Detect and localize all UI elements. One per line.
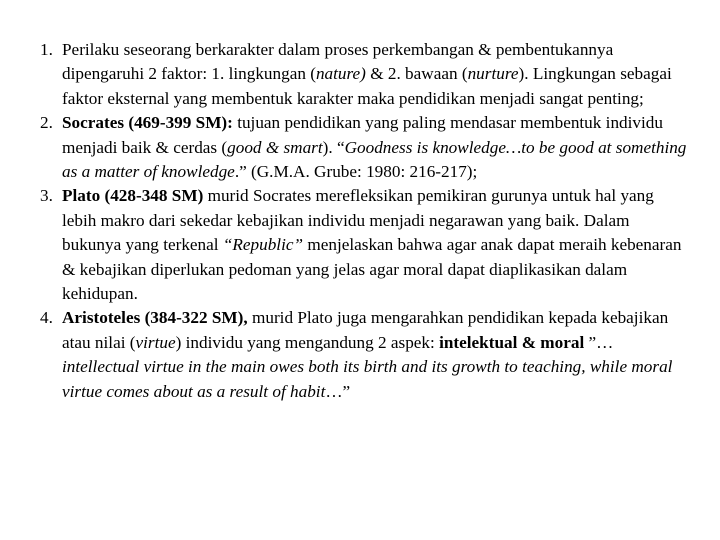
title-republic: “Republic” [222,235,304,255]
item-text: ). “ [322,137,345,157]
item-text: & 2. bawaan ( [365,64,468,84]
quote-intellectual-virtue: intellectual virtue in the main owes both its birth and its growth to teaching, while moral virtue comes about as a result of habit [62,357,673,401]
list-item-4 [40,306,690,404]
item-number: 4. [40,308,53,328]
item-text: menjelaskan bahwa agar anak dapat meraih kebenaran & kebajikan diperlukan pedoman yang jelas agar moral dapat diaplikasikan dalam kehidupan. [62,235,682,304]
item-text: ”… [584,332,614,352]
name-aristoteles: Aristoteles (384-322 SM), [62,308,248,328]
item-number: 2. [40,113,53,133]
list-item-2 [40,111,690,184]
item-text: murid Plato juga mengarahkan pendidikan kepada kebajikan atau nilai ( [62,308,669,352]
term-intelektual-moral: intelektual & moral [439,332,585,352]
point-list [40,38,690,404]
item-text: Perilaku seseorang berkarakter dalam proses perkembangan & pembentukannya dipengaruhi 2 faktor: 1. lingkungan ( [62,40,614,84]
term-nature: nature) [315,64,366,84]
item-number: 3. [40,186,53,206]
term-good-smart: good & smart [227,137,323,157]
term-virtue: virtue [135,332,176,352]
item-text: murid Socrates merefleksikan pemikiran gurunya untuk hal yang lebih makro dari sekedar kebajikan individu menjadi negarawan yang baik. Dalam bukunya yang terkenal [62,186,654,255]
item-number: 1. [40,40,53,59]
item-text: tujuan pendidikan yang paling mendasar membentuk individu menjadi baik & cerdas ( [62,113,663,157]
name-plato: Plato (428-348 SM) [62,186,204,206]
list-item-1 [40,38,690,111]
item-text: …” [325,381,351,401]
item-text: ). Lingkungan sebagai faktor eksternal yang membentuk karakter maka pendidikan menjadi sangat penting; [62,64,672,108]
list-item-3 [40,184,690,306]
term-nurture: nurture [467,64,519,84]
item-text: ) individu yang mengandung 2 aspek: [175,332,440,352]
name-socrates: Socrates (469-399 SM): [62,113,233,133]
item-text: .” (G.M.A. Grube: 1980: 216-217); [234,162,478,182]
quote-goodness: Goodness is knowledge…to be good at something as a matter of knowledge [62,137,687,182]
